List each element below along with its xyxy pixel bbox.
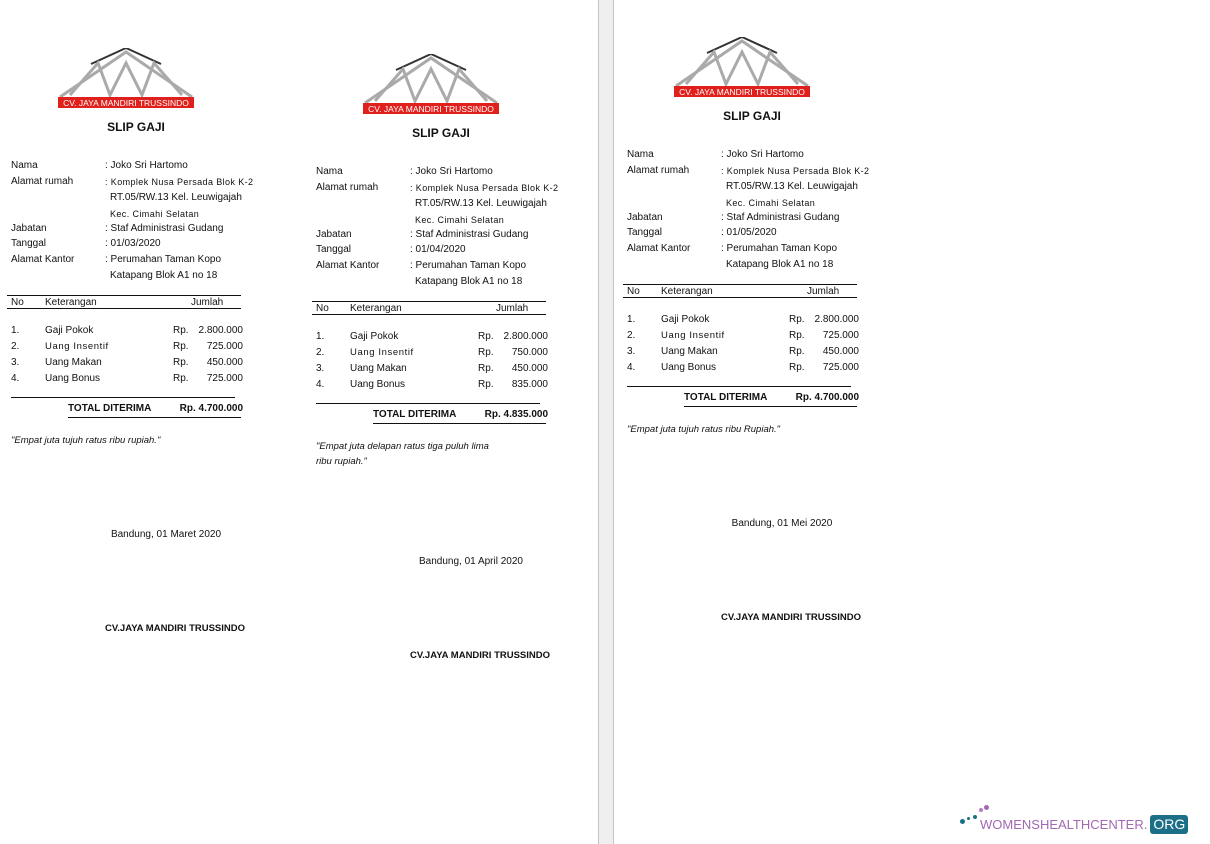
item-amount: 450.000 (822, 346, 859, 357)
nama-label: Nama (11, 160, 38, 171)
nama-value: : Joko Sri Hartomo (721, 149, 804, 160)
tanggal-label: Tanggal (627, 227, 663, 238)
item-currency: Rp. (173, 341, 189, 352)
alamat-rumah-value: Kec. Cimahi Selatan (415, 215, 505, 225)
item-no: 2. (627, 330, 636, 341)
salary-slip (11, 48, 261, 748)
item-currency: Rp. (789, 362, 805, 373)
table-rule (68, 417, 241, 418)
alamat-kantor-value: : Perumahan Taman Kopo (105, 254, 222, 265)
slip-title: SLIP GAJI (723, 109, 781, 123)
table-rule (684, 406, 857, 407)
item-description: Uang Insentif (350, 347, 414, 358)
item-description: Uang Bonus (45, 373, 101, 384)
item-currency: Rp. (478, 347, 494, 358)
jabatan-label: Jabatan (316, 229, 352, 240)
slip-title: SLIP GAJI (107, 120, 165, 134)
alamat-rumah-value: : Komplek Nusa Persada Blok K-2 (721, 166, 870, 176)
item-currency: Rp. (478, 363, 494, 374)
item-currency: Rp. (173, 357, 189, 368)
nama-label: Nama (627, 149, 654, 160)
amount-in-words: ribu rupiah." (316, 456, 367, 467)
jabatan-label: Jabatan (11, 223, 47, 234)
table-rule (373, 423, 546, 424)
column-keterangan: Keterangan (45, 297, 97, 308)
table-rule (623, 297, 857, 298)
jabatan-label: Jabatan (627, 212, 663, 223)
item-no: 1. (627, 314, 636, 325)
item-description: Uang Insentif (661, 330, 725, 341)
item-description: Uang Insentif (45, 341, 109, 352)
company-signature: CV.JAYA MANDIRI TRUSSINDO (720, 612, 862, 623)
total-label: TOTAL DITERIMA (68, 403, 152, 414)
tanggal-label: Tanggal (316, 244, 352, 255)
item-amount: 835.000 (511, 379, 548, 390)
alamat-kantor-value: Katapang Blok A1 no 18 (110, 270, 218, 281)
alamat-rumah-value: RT.05/RW.13 Kel. Leuwigajah (110, 192, 242, 203)
table-rule (312, 314, 546, 315)
alamat-kantor-label: Alamat Kantor (627, 243, 691, 254)
tanggal-value: : 01/04/2020 (410, 244, 466, 255)
table-rule (7, 295, 241, 296)
column-keterangan: Keterangan (350, 303, 402, 314)
item-no: 3. (11, 357, 20, 368)
item-no: 4. (627, 362, 636, 373)
item-amount: 2.800.000 (503, 331, 548, 342)
page-divider (598, 0, 614, 844)
item-no: 3. (627, 346, 636, 357)
salary-slip (316, 54, 566, 754)
total-label: TOTAL DITERIMA (684, 392, 768, 403)
item-amount: 725.000 (206, 341, 243, 352)
company-signature: CV.JAYA MANDIRI TRUSSINDO (104, 623, 246, 634)
total-label: TOTAL DITERIMA (373, 409, 457, 420)
column-keterangan: Keterangan (661, 286, 713, 297)
nama-value: : Joko Sri Hartomo (105, 160, 188, 171)
item-no: 4. (11, 373, 20, 384)
item-no: 2. (11, 341, 20, 352)
item-currency: Rp. (789, 314, 805, 325)
item-currency: Rp. (173, 373, 189, 384)
item-description: Uang Bonus (350, 379, 406, 390)
item-no: 3. (316, 363, 325, 374)
item-currency: Rp. (478, 331, 494, 342)
salary-slip (627, 37, 877, 737)
item-amount: 750.000 (511, 347, 548, 358)
alamat-rumah-value: : Komplek Nusa Persada Blok K-2 (105, 177, 254, 187)
column-no: No (316, 303, 329, 314)
item-amount: 450.000 (511, 363, 548, 374)
table-rule (312, 301, 546, 302)
table-rule (7, 308, 241, 309)
item-amount: 725.000 (822, 362, 859, 373)
alamat-kantor-value: : Perumahan Taman Kopo (721, 243, 838, 254)
alamat-rumah-value: RT.05/RW.13 Kel. Leuwigajah (726, 181, 858, 192)
alamat-rumah-label: Alamat rumah (627, 165, 690, 176)
item-amount: 450.000 (206, 357, 243, 368)
item-currency: Rp. (478, 379, 494, 390)
alamat-rumah-value: Kec. Cimahi Selatan (726, 198, 816, 208)
item-currency: Rp. (789, 346, 805, 357)
alamat-rumah-value: : Komplek Nusa Persada Blok K-2 (410, 183, 559, 193)
item-currency: Rp. (173, 325, 189, 336)
alamat-kantor-value: : Perumahan Taman Kopo (410, 260, 527, 271)
item-description: Uang Makan (350, 363, 407, 374)
total-amount: Rp. 4.835.000 (484, 409, 548, 420)
alamat-rumah-label: Alamat rumah (316, 182, 379, 193)
amount-in-words: "Empat juta delapan ratus tiga puluh lima (316, 441, 489, 452)
table-rule (11, 397, 235, 398)
company-logo (674, 37, 810, 98)
total-amount: Rp. 4.700.000 (179, 403, 243, 414)
company-signature: CV.JAYA MANDIRI TRUSSINDO (409, 650, 551, 661)
company-logo (58, 48, 194, 109)
watermark-badge: ORG (1150, 815, 1188, 834)
alamat-kantor-value: Katapang Blok A1 no 18 (726, 259, 834, 270)
amount-in-words: "Empat juta tujuh ratus ribu rupiah." (11, 435, 161, 446)
watermark-dot-icon (984, 805, 989, 810)
item-description: Gaji Pokok (45, 325, 94, 336)
company-logo (363, 54, 499, 115)
item-no: 1. (11, 325, 20, 336)
place-date: Bandung, 01 April 2020 (419, 556, 523, 567)
place-date: Bandung, 01 Maret 2020 (110, 529, 222, 540)
table-rule (627, 386, 851, 387)
watermark-dot-icon (979, 808, 983, 812)
column-jumlah: Jumlah (496, 303, 529, 314)
item-amount: 725.000 (206, 373, 243, 384)
jabatan-value: : Staf Administrasi Gudang (105, 223, 224, 234)
nama-label: Nama (316, 166, 343, 177)
tanggal-label: Tanggal (11, 238, 47, 249)
total-amount: Rp. 4.700.000 (795, 392, 859, 403)
alamat-rumah-label: Alamat rumah (11, 176, 74, 187)
item-description: Gaji Pokok (350, 331, 399, 342)
amount-in-words: "Empat juta tujuh ratus ribu Rupiah." (627, 424, 781, 435)
watermark-row (980, 815, 1188, 834)
jabatan-value: : Staf Administrasi Gudang (721, 212, 840, 223)
item-description: Uang Makan (661, 346, 718, 357)
watermark-dot-icon (973, 815, 977, 819)
logo-text: CV. JAYA MANDIRI TRUSSINDO (368, 104, 494, 114)
table-rule (623, 284, 857, 285)
slip-title: SLIP GAJI (412, 126, 470, 140)
alamat-kantor-label: Alamat Kantor (11, 254, 75, 265)
watermark-text: WOMENSHEALTHCENTER. (980, 817, 1148, 832)
item-no: 4. (316, 379, 325, 390)
item-no: 2. (316, 347, 325, 358)
tanggal-value: : 01/03/2020 (105, 238, 161, 249)
place-date: Bandung, 01 Mei 2020 (731, 518, 833, 529)
table-rule (316, 403, 540, 404)
alamat-rumah-value: Kec. Cimahi Selatan (110, 209, 200, 219)
alamat-rumah-value: RT.05/RW.13 Kel. Leuwigajah (415, 198, 547, 209)
jabatan-value: : Staf Administrasi Gudang (410, 229, 529, 240)
column-no: No (11, 297, 24, 308)
item-amount: 2.800.000 (814, 314, 859, 325)
column-jumlah: Jumlah (807, 286, 840, 297)
watermark-dot-icon (967, 817, 970, 820)
item-description: Uang Bonus (661, 362, 717, 373)
item-description: Uang Makan (45, 357, 102, 368)
item-amount: 2.800.000 (198, 325, 243, 336)
logo-text: CV. JAYA MANDIRI TRUSSINDO (679, 87, 805, 97)
column-no: No (627, 286, 640, 297)
column-jumlah: Jumlah (191, 297, 224, 308)
logo-text: CV. JAYA MANDIRI TRUSSINDO (63, 98, 189, 108)
item-currency: Rp. (789, 330, 805, 341)
item-description: Gaji Pokok (661, 314, 710, 325)
alamat-kantor-value: Katapang Blok A1 no 18 (415, 276, 523, 287)
nama-value: : Joko Sri Hartomo (410, 166, 493, 177)
item-no: 1. (316, 331, 325, 342)
alamat-kantor-label: Alamat Kantor (316, 260, 380, 271)
watermark-dot-icon (960, 819, 965, 824)
tanggal-value: : 01/05/2020 (721, 227, 777, 238)
item-amount: 725.000 (822, 330, 859, 341)
